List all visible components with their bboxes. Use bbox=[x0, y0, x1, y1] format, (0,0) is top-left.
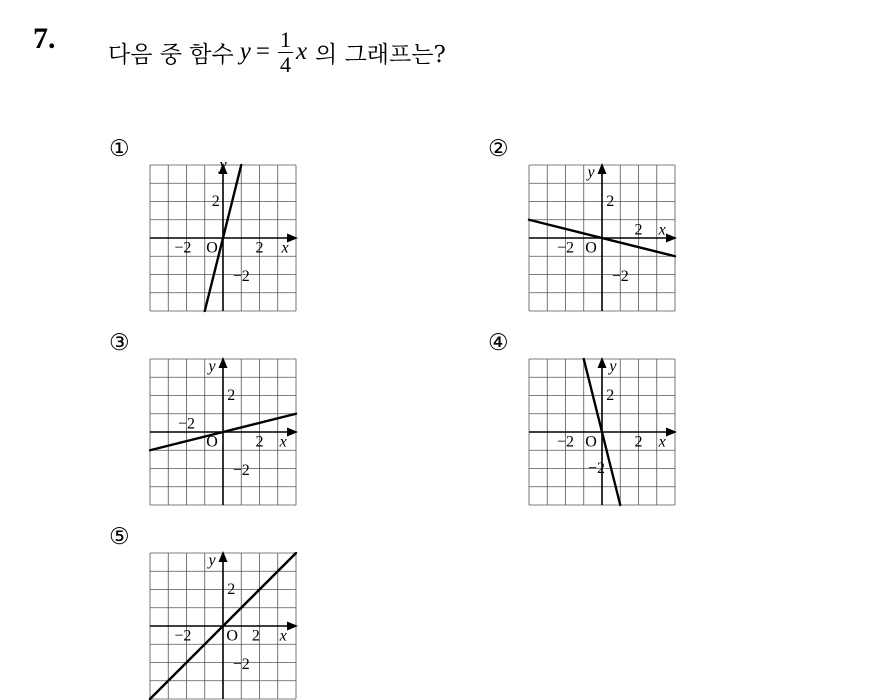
fraction-denominator: 4 bbox=[279, 51, 291, 77]
axis-label: −2 bbox=[588, 460, 606, 477]
axis-label: y bbox=[208, 551, 216, 569]
coordinate-plane bbox=[150, 156, 296, 311]
axis-label: y bbox=[208, 357, 216, 375]
axis-label: y bbox=[219, 156, 227, 174]
axis-label: 2 bbox=[606, 193, 615, 210]
coordinate-plane bbox=[150, 359, 296, 505]
axis-label: −2 bbox=[232, 461, 250, 479]
axis-label: O bbox=[206, 239, 218, 257]
axis-label: 2 bbox=[606, 387, 615, 404]
axis-label: −2 bbox=[232, 267, 250, 285]
axis-label: −2 bbox=[174, 239, 192, 257]
coordinate-plane bbox=[529, 165, 675, 311]
axis-label: y bbox=[587, 163, 595, 181]
axis-label: x bbox=[281, 239, 289, 257]
question-text-before: 다음 중 함수 bbox=[108, 41, 234, 68]
axis-label: 2 bbox=[634, 221, 643, 239]
axis-label: −2 bbox=[611, 267, 629, 285]
choice-3-label[interactable]: ③ bbox=[109, 330, 130, 356]
coordinate-plane bbox=[529, 359, 675, 505]
fraction-numerator: 1 bbox=[279, 26, 291, 52]
choice-5-label[interactable]: ⑤ bbox=[109, 524, 130, 550]
axis-label: x bbox=[658, 221, 666, 239]
axis-label: O bbox=[585, 433, 597, 451]
coordinate-plane bbox=[150, 553, 296, 699]
axis-label: O bbox=[226, 627, 238, 645]
math-equals: = bbox=[255, 38, 270, 65]
math-fraction bbox=[278, 28, 293, 77]
axis-label: −2 bbox=[177, 415, 196, 433]
question-number: 7. bbox=[33, 22, 56, 55]
axis-label: 2 bbox=[227, 581, 236, 598]
axis-label: 2 bbox=[251, 627, 260, 645]
question-text-after: 의 그래프는? bbox=[315, 41, 446, 68]
choice-2-label[interactable]: ② bbox=[488, 136, 509, 162]
axis-label: 2 bbox=[634, 433, 643, 451]
choice-4-label[interactable]: ④ bbox=[488, 330, 509, 356]
choice-3-graph[interactable] bbox=[150, 359, 296, 505]
choice-1-label[interactable]: ① bbox=[109, 136, 130, 162]
choice-4-graph[interactable] bbox=[529, 359, 675, 505]
axis-label: 2 bbox=[211, 193, 220, 210]
axis-label: O bbox=[585, 239, 597, 257]
axis-label: y bbox=[609, 357, 617, 375]
axis-label: 2 bbox=[255, 239, 264, 257]
axis-label: −2 bbox=[232, 655, 250, 673]
axis-label: x bbox=[279, 433, 287, 451]
axis-label: 2 bbox=[255, 433, 264, 451]
question-text bbox=[108, 22, 446, 82]
choice-1-graph[interactable] bbox=[150, 156, 296, 311]
choice-2-graph[interactable] bbox=[529, 165, 675, 311]
axis-label: x bbox=[279, 627, 287, 645]
axis-label: O bbox=[206, 433, 218, 451]
math-var-y: y bbox=[239, 38, 251, 65]
choice-5-graph[interactable] bbox=[150, 553, 296, 699]
axis-label: x bbox=[658, 433, 666, 451]
axis-label: −2 bbox=[556, 433, 575, 451]
math-var-x: x bbox=[295, 38, 308, 65]
axis-label: 2 bbox=[227, 387, 236, 404]
axis-label: −2 bbox=[556, 239, 575, 257]
axis-label: −2 bbox=[174, 627, 192, 645]
